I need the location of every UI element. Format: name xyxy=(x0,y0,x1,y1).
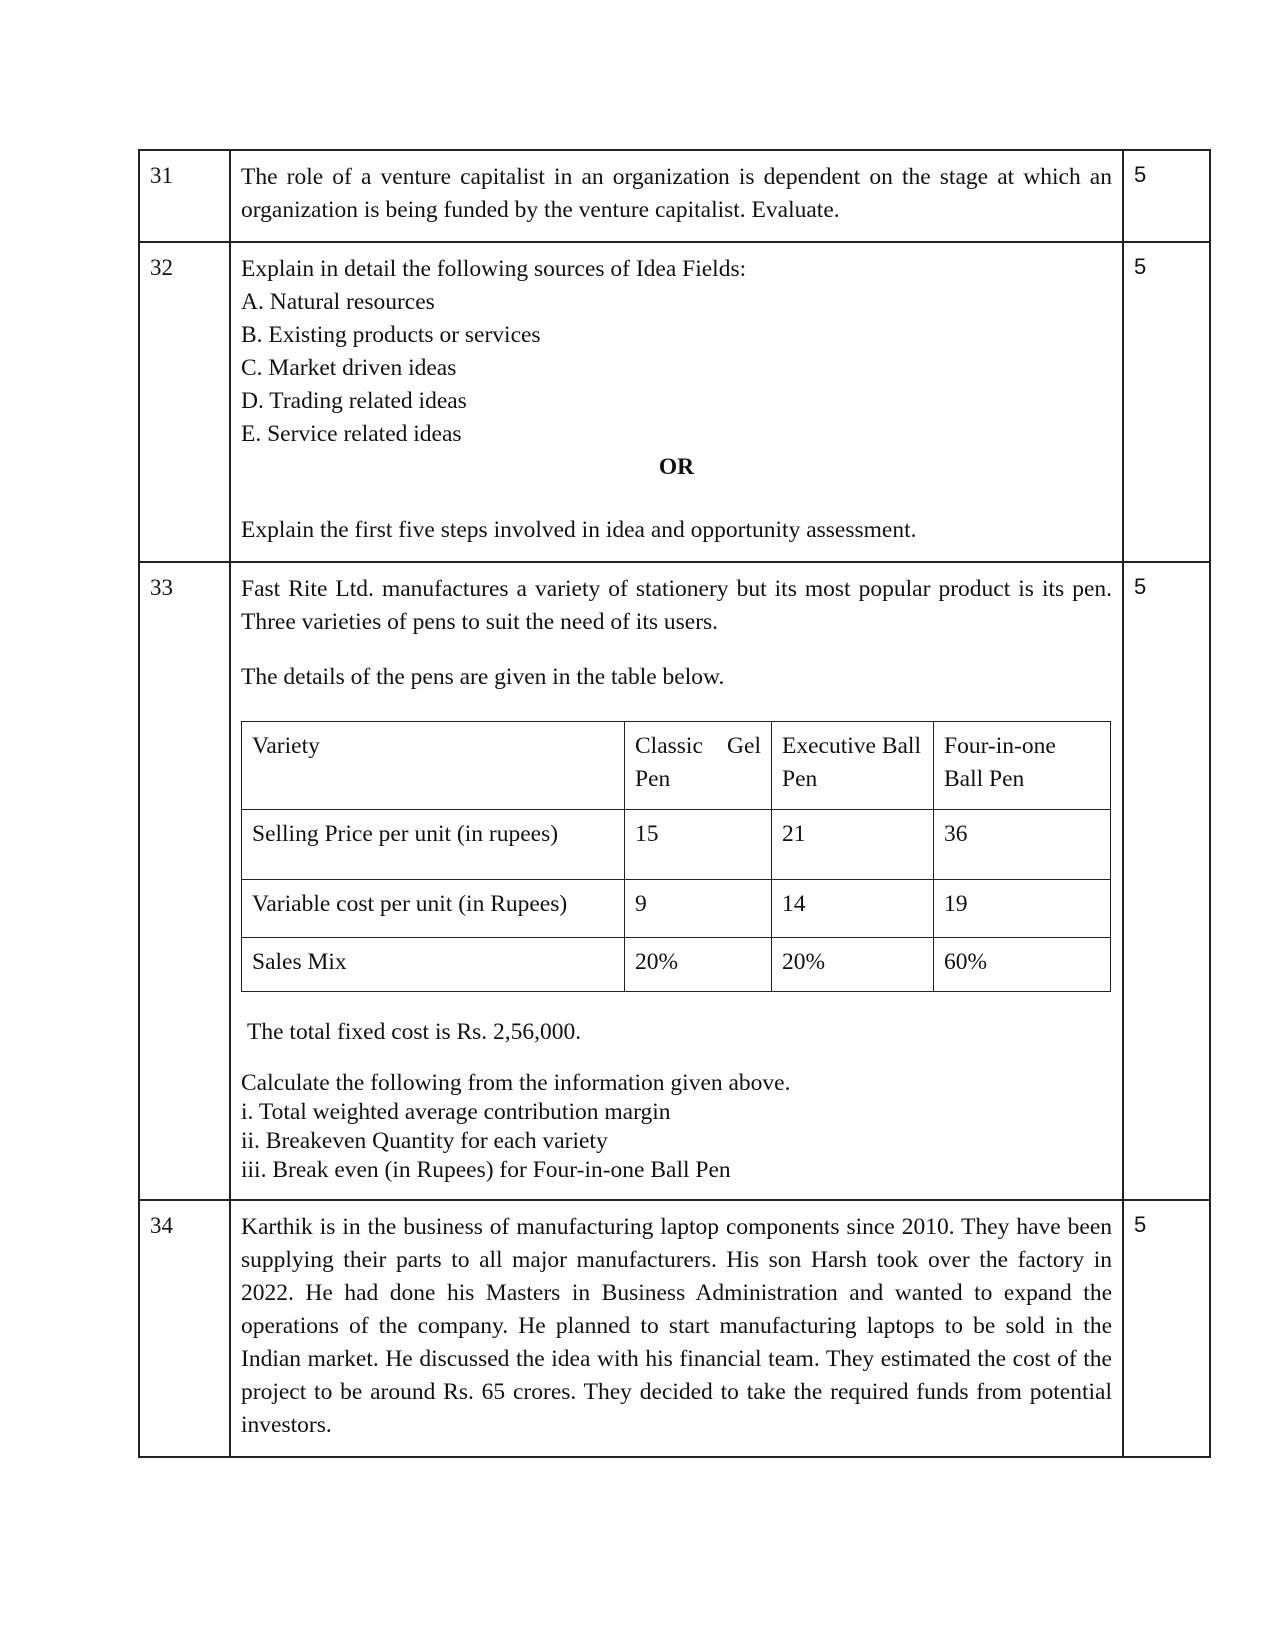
question-number: 32 xyxy=(139,242,230,562)
fixed-cost-text: The total fixed cost is Rs. 2,56,000. xyxy=(247,1019,582,1045)
table-intro: The details of the pens are given in the table below. xyxy=(241,664,725,690)
question-marks: 5 xyxy=(1123,562,1210,1200)
table-cell: 9 xyxy=(625,880,772,938)
table-header-cell: Four-in-one Ball Pen xyxy=(934,722,1111,810)
table-header-cell: Classic Gel Pen xyxy=(625,722,772,810)
table-cell: 20% xyxy=(625,938,772,992)
question-table xyxy=(138,149,1211,1458)
table-header-cell: Variety xyxy=(242,722,625,810)
table-cell: 20% xyxy=(772,938,934,992)
list-item: C. Market driven ideas xyxy=(241,355,457,381)
table-cell: 60% xyxy=(934,938,1111,992)
table-header-cell: Executive Ball Pen xyxy=(772,722,934,810)
table-row xyxy=(242,810,1111,880)
table-header-row xyxy=(242,722,1111,810)
table-cell: 36 xyxy=(934,810,1111,880)
question-34-text: Karthik is in the business of manufacturing laptop components since 2010. They have been supplying their parts to all major manufacturers. His son Harsh took over the factory in 2022. He had done his Masters in Business Administration and wanted to expand the operations of the company. He planned to start manufacturing laptops to be sold in the Indian market. He discussed the idea with his financial team. They estimated the cost of the project to be around Rs. 65 crores. They decided to take the required funds from potential investors. xyxy=(241,1214,1112,1438)
table-row xyxy=(242,880,1111,938)
question-row-34 xyxy=(139,1200,1210,1457)
question-row-32 xyxy=(139,242,1210,562)
table-cell: 19 xyxy=(934,880,1111,938)
question-number: 31 xyxy=(139,150,230,242)
list-item: i. Total weighted average contribution margin xyxy=(241,1099,671,1125)
question-row-31 xyxy=(139,150,1210,242)
table-row xyxy=(242,938,1111,992)
question-marks: 5 xyxy=(1123,1200,1210,1457)
question-number: 34 xyxy=(139,1200,230,1457)
question-32-alternative: Explain the first five steps involved in idea and opportunity assessment. xyxy=(241,517,917,543)
question-text xyxy=(230,150,1123,242)
pen-details-table xyxy=(241,721,1111,992)
question-33-intro: Fast Rite Ltd. manufactures a variety of stationery but its most popular product is its pen. Three varieties of pens to suit the need of its users. xyxy=(241,576,1112,635)
table-cell: 14 xyxy=(772,880,934,938)
list-item: ii. Breakeven Quantity for each variety xyxy=(241,1128,608,1154)
list-item: iii. Break even (in Rupees) for Four-in-one Ball Pen xyxy=(241,1157,731,1183)
question-text xyxy=(230,242,1123,562)
table-cell: Variable cost per unit (in Rupees) xyxy=(242,880,625,938)
list-item: D. Trading related ideas xyxy=(241,388,467,414)
table-cell: Selling Price per unit (in rupees) xyxy=(242,810,625,880)
list-item: A. Natural resources xyxy=(241,289,435,315)
question-number: 33 xyxy=(139,562,230,1200)
table-cell: 15 xyxy=(625,810,772,880)
question-31-text: The role of a venture capitalist in an organization is dependent on the stage at which an organization is being funded by the venture capitalist. Evaluate. xyxy=(241,164,1112,223)
table-cell: 21 xyxy=(772,810,934,880)
table-cell: Sales Mix xyxy=(242,938,625,992)
question-text xyxy=(230,562,1123,1200)
question-marks: 5 xyxy=(1123,150,1210,242)
list-item: B. Existing products or services xyxy=(241,322,541,348)
list-item: E. Service related ideas xyxy=(241,421,462,447)
or-separator: OR xyxy=(658,454,695,480)
question-text xyxy=(230,1200,1123,1457)
question-row-33 xyxy=(139,562,1210,1200)
question-32-intro: Explain in detail the following sources of Idea Fields: xyxy=(241,256,747,282)
question-marks: 5 xyxy=(1123,242,1210,562)
calc-intro: Calculate the following from the information given above. xyxy=(241,1070,791,1096)
